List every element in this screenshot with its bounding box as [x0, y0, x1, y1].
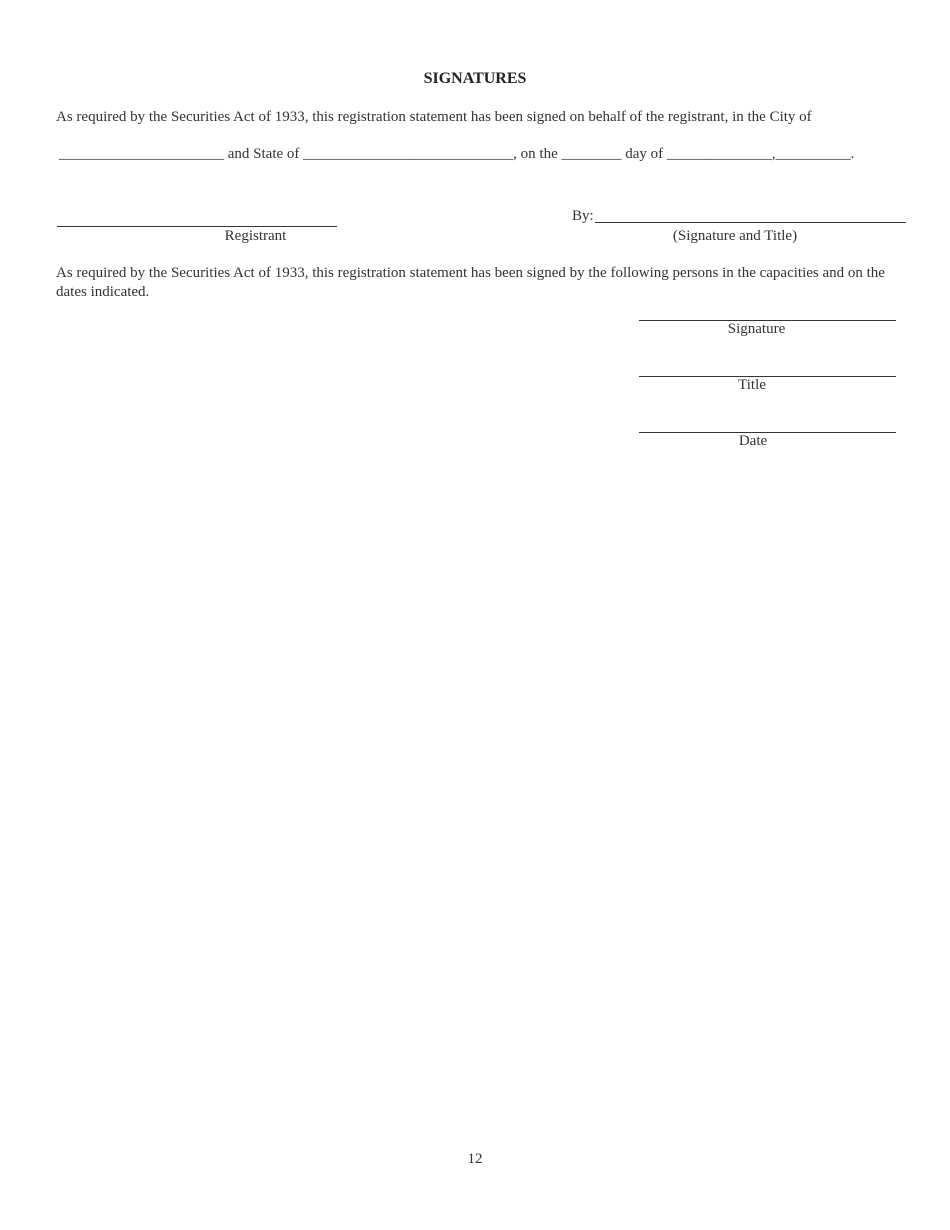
by-signature-line	[595, 222, 906, 223]
registrant-label: Registrant	[224, 228, 287, 244]
by-prefix: By:	[572, 208, 594, 224]
intro-statement: As required by the Securities Act of 1933, this registration statement has been signed on behalf of the registrant, in the City of	[56, 109, 812, 125]
title-label: Title	[738, 377, 766, 393]
page-title: SIGNATURES	[423, 70, 527, 87]
persons-statement: As required by the Securities Act of 1933, this registration statement has been signed by the following persons in the capacities and on the dates indicated.	[56, 265, 885, 300]
signature-label: Signature	[727, 321, 786, 337]
page-number: 12	[467, 1151, 483, 1167]
registrant-signature-line	[57, 226, 337, 227]
city-state-date-fill-line: ______________________ and State of ____________________________, on the ________ day of ______________,__________.	[59, 146, 855, 162]
date-label: Date	[738, 433, 768, 449]
signature-and-title-label: (Signature and Title)	[672, 228, 798, 244]
